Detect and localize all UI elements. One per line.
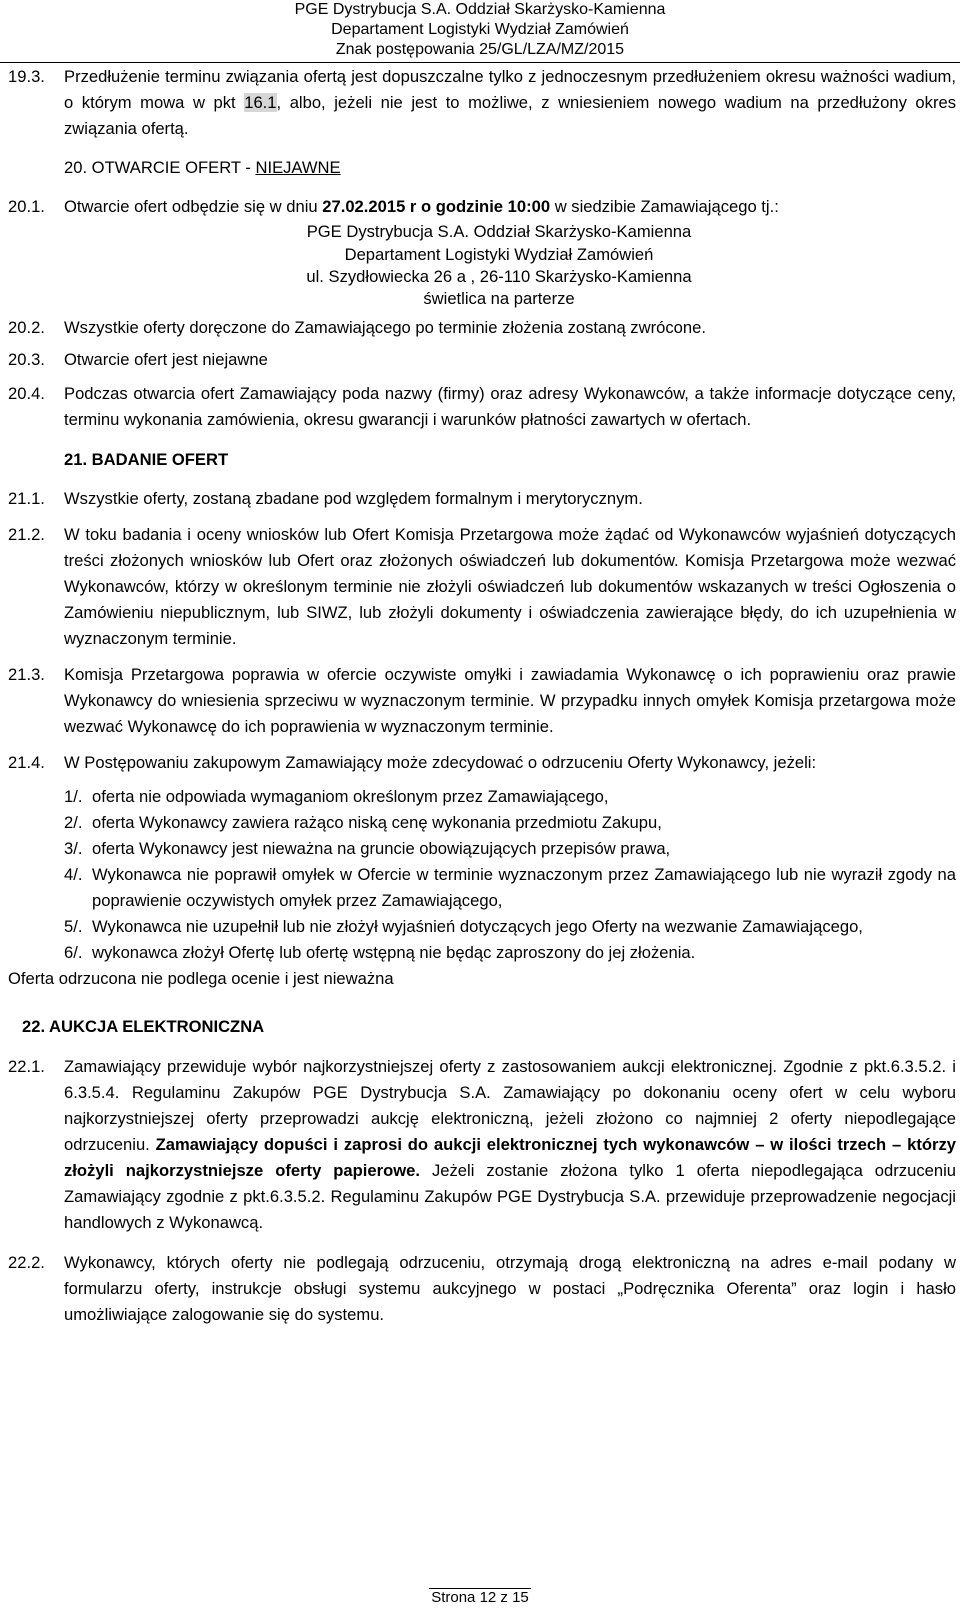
list-item-text: wykonawca złożył Ofertę lub ofertę wstępną nie będąc zaproszony do jej złożenia.: [92, 943, 696, 962]
paragraph-21-1: [8, 486, 960, 512]
address-block: [8, 220, 960, 310]
list-item-number: 2/.: [64, 813, 83, 832]
paragraph-number: 21.3.: [8, 665, 45, 684]
paragraph-19-3: [8, 64, 960, 142]
text-segment: Przedłużenie terminu związania ofertą jest dopuszczalne tylko z jednoczesnym przedłużeniem okresu ważności wadium, o którym mowa w pkt: [64, 67, 956, 112]
paragraph-22-2: [8, 1250, 960, 1328]
paragraph-number: 21.4.: [8, 753, 45, 772]
header-case-number: Znak postępowania 25/GL/LZA/MZ/2015: [335, 41, 625, 58]
list-item-text: Wykonawca nie poprawił omyłek w Ofercie w terminie wyznaczonym przez Zamawiającego lub nie wyraził zgody na poprawienie oczywistych omyłek przez Zamawiającego,: [92, 865, 956, 910]
paragraph-text: W toku badania i oceny wniosków lub Ofert Komisja Przetargowa może żądać od Wykonawców wyjaśnień dotyczących treści złożonych wniosków lub Ofert oraz złożonych oświadczeń lub dokumentów. Komisja Przetargowa może wezwać Wykonawców, którzy w określonym terminie nie złożyli oświadczeń lub dokumentów wskazanych w treści Ogłoszenia o Zamówieniu niepublicznym, lub SIWZ, lub złożyli dokumenty i oświadczenia zawierające błędy, do ich uzupełnienia w wyznaczonym terminie.: [64, 525, 956, 648]
address-line: Departament Logistyki Wydział Zamówień: [344, 245, 654, 264]
paragraph-21-2: [8, 522, 960, 652]
paragraph-number: 20.3.: [8, 350, 45, 369]
paragraph-text: Wszystkie oferty, zostaną zbadane pod względem formalnym i merytorycznym.: [64, 489, 643, 508]
bold-text-segment: Zamawiający dopuści i zaprosi do aukcji elektronicznej tych wykonawców – w ilości trzech – którzy złożyli najkorzystniejsze oferty papierowe.: [64, 1135, 956, 1180]
paragraph-number: 21.1.: [8, 489, 45, 508]
paragraph-22-1: [8, 1054, 960, 1236]
paragraph-number: 22.2.: [8, 1253, 45, 1272]
section-reference-link[interactable]: 16.1: [244, 93, 277, 112]
paragraph-text: Komisja Przetargowa poprawia w ofercie oczywiste omyłki i zawiadamia Wykonawcę o ich poprawieniu oraz prawie Wykonawcy do wniesienia sprzeciwu w wyznaczonym terminie. W przypadku innych omyłek Komisja przetargowa może wezwać Wykonawcę do ich poprawienia w wyznaczonym terminie.: [64, 665, 956, 736]
paragraph-text: [64, 64, 956, 142]
list-item-text: oferta nie odpowiada wymaganiom określonym przez Zamawiającego,: [92, 787, 609, 806]
page-footer: [0, 1588, 960, 1608]
paragraph-number: 20.2.: [8, 318, 45, 337]
list-item-text: oferta Wykonawcy jest nieważna na gruncie obowiązujących przepisów prawa,: [92, 839, 671, 858]
page-number: Strona 12 z 15: [431, 1589, 529, 1606]
list-item: [64, 862, 960, 914]
paragraph-text: [64, 194, 956, 220]
list-item: [64, 940, 960, 966]
paragraph-text: Wykonawcy, których oferty nie podlegają odrzuceniu, otrzymają drogą elektroniczną na adres e-mail podany w formularzu oferty, instrukcje obsługi systemu aukcyjnego w postaci „Podręcznika Oferenta” oraz login i hasło umożliwiające zalogowanie się do systemu.: [64, 1253, 956, 1324]
paragraph-21-3: [8, 662, 960, 740]
text-segment: , albo, jeżeli nie jest to możliwe, z wniesieniem nowego wadium na przedłużony okres związania ofertą.: [64, 93, 957, 138]
address-line: świetlica na parterze: [423, 289, 575, 308]
paragraph-text: Otwarcie ofert jest niejawne: [64, 350, 268, 369]
paragraph-20-2: [8, 315, 960, 341]
section-heading-20: [64, 155, 960, 181]
document-body: [8, 62, 960, 1328]
list-item: [64, 810, 960, 836]
opening-date: 27.02.2015 r o godzinie 10:00: [322, 197, 551, 216]
list-item-number: 4/.: [64, 865, 83, 884]
text-segment: Jeżeli zostanie złożona tylko 1 oferta niepodlegająca odrzuceniu Zamawiający zgodnie z pkt.6.3.5.2. Regulaminu Zakupów PGE Dystrybucja S.A. przewiduje przeprowadzenie negocjacji handlowych z Wykonawcą.: [64, 1161, 956, 1232]
list-item-text: oferta Wykonawcy zawiera rażąco niską cenę wykonania przedmiotu Zakupu,: [92, 813, 662, 832]
paragraph-20-4: [8, 381, 960, 433]
address-line: ul. Szydłowiecka 26 a , 26-110 Skarżysko-Kamienna: [306, 267, 692, 286]
paragraph-text: Wszystkie oferty doręczone do Zamawiającego po terminie złożenia zostaną zwrócone.: [64, 318, 706, 337]
paragraph-number: 21.2.: [8, 525, 45, 544]
list-item: [64, 914, 960, 940]
heading-underlined-text: NIEJAWNE: [255, 158, 341, 177]
rejection-reasons-list: [8, 784, 960, 966]
list-item-text: Wykonawca nie uzupełnił lub nie złożył wyjaśnień dotyczących jego Oferty na wezwanie Zamawiającego,: [92, 917, 863, 936]
paragraph-text: Podczas otwarcia ofert Zamawiający poda nazwy (firmy) oraz adresy Wykonawców, a także informacje dotyczące ceny, terminu wykonania zamówienia, okresu gwarancji i warunków płatności zawartych w ofertach.: [64, 384, 956, 429]
list-item-number: 3/.: [64, 839, 83, 858]
list-item: [64, 836, 960, 862]
text-segment: w siedzibie Zamawiającego tj.:: [550, 197, 779, 216]
list-item: [64, 784, 960, 810]
list-item-number: 5/.: [64, 917, 83, 936]
paragraph-number: 20.1.: [8, 197, 45, 216]
paragraph-number: 20.4.: [8, 384, 45, 403]
list-item-number: 6/.: [64, 943, 83, 962]
text-segment: Otwarcie ofert odbędzie się w dniu: [64, 197, 323, 216]
heading-text: 20. OTWARCIE OFERT -: [64, 158, 256, 177]
address-line: PGE Dystrybucja S.A. Oddział Skarżysko-Kamienna: [306, 222, 692, 241]
paragraph-text: W Postępowaniu zakupowym Zamawiający może zdecydować o odrzuceniu Oferty Wykonawcy, jeżeli:: [64, 753, 817, 772]
paragraph-20-1: [8, 194, 960, 220]
header-company: PGE Dystrybucja S.A. Oddział Skarżysko-Kamienna: [294, 1, 666, 18]
page-header: [0, 0, 960, 63]
rejection-closing-note: Oferta odrzucona nie podlega ocenie i jest nieważna: [8, 969, 394, 988]
paragraph-number: 19.3.: [8, 67, 45, 86]
paragraph-20-3: [8, 347, 960, 373]
paragraph-number: 22.1.: [8, 1057, 45, 1076]
list-item-number: 1/.: [64, 787, 83, 806]
section-heading-21: 21. BADANIE OFERT: [64, 450, 229, 469]
text-segment: Zamawiający przewiduje wybór najkorzystniejszej oferty z zastosowaniem aukcji elektronicznej. Zgodnie z pkt.6.3.5.2. i 6.3.5.4. Regulaminu Zakupów PGE Dystrybucja S.A. Zamawiający po dokonaniu oceny ofert w celu wyboru najkorzystniejszej oferty przeprowadzi aukcję elektroniczną, jeżeli złożono co najmniej 2 oferty niepodlegające odrzuceniu.: [64, 1057, 956, 1154]
paragraph-21-4: [8, 750, 960, 776]
section-heading-22: 22. AUKCJA ELEKTRONICZNA: [22, 1017, 265, 1036]
paragraph-text: [64, 1054, 956, 1236]
header-department: Departament Logistyki Wydział Zamówień: [331, 21, 629, 38]
